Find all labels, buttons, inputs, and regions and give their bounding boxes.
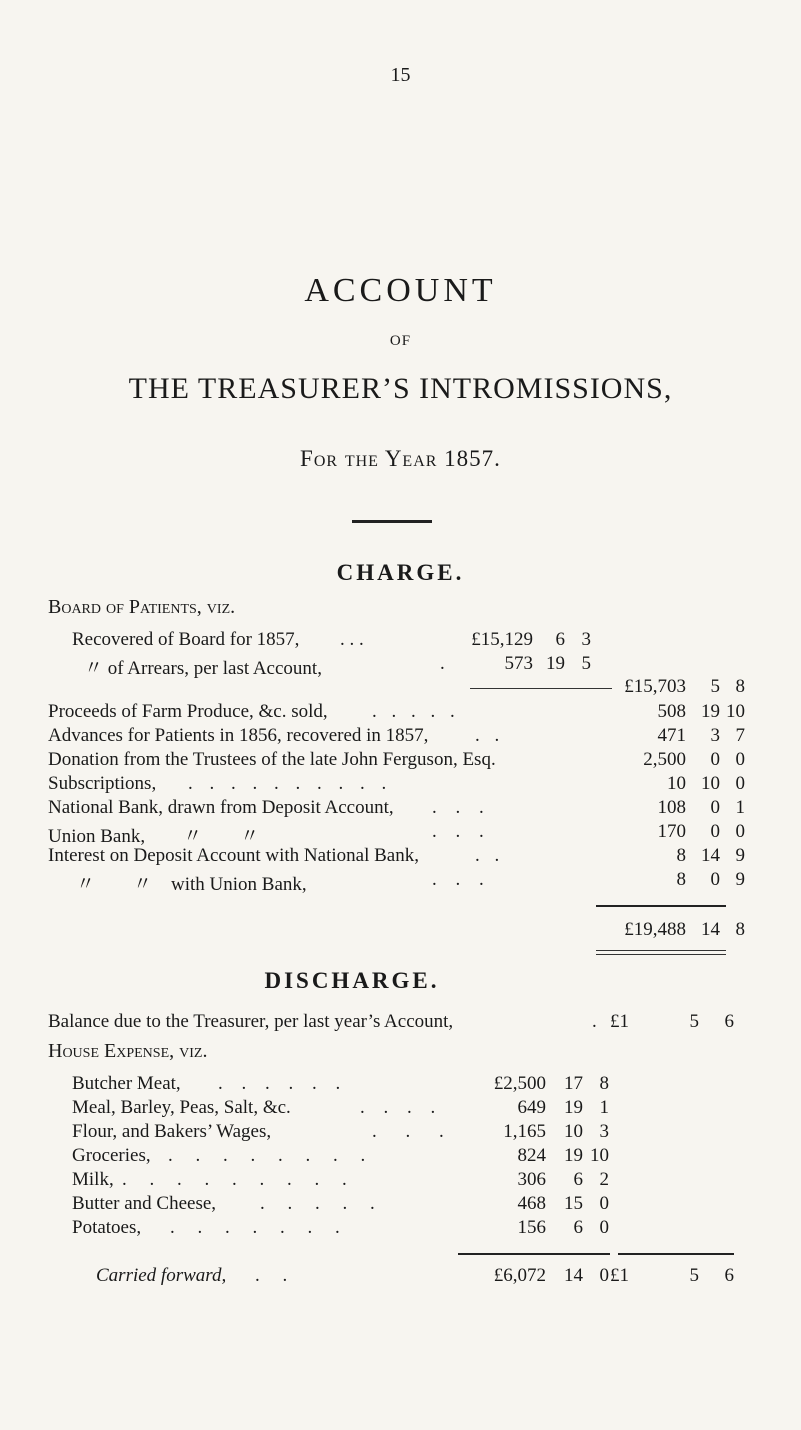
board-item-leaders: .	[440, 653, 445, 674]
charge-item-pounds: 471	[657, 725, 686, 746]
charge-item-shillings: 3	[710, 725, 720, 746]
charge-item-shillings: 0	[710, 821, 720, 842]
charge-total-rule	[596, 905, 726, 907]
expense-item-pence: 3	[599, 1121, 609, 1142]
charge-item-pence: 0	[735, 749, 745, 770]
expense-item-shillings: 17	[564, 1073, 583, 1094]
charge-total-pence: 8	[735, 919, 745, 940]
expense-item-pence: 10	[590, 1145, 609, 1166]
charge-item-pence: 9	[735, 845, 745, 866]
balance-leaders: .	[592, 1011, 597, 1032]
carried-forward-balance-shillings: 5	[689, 1265, 699, 1286]
charge-item-leaders: . . .	[432, 821, 491, 842]
charge-item-pounds: 108	[657, 797, 686, 818]
expense-item-label: Meal, Barley, Peas, Salt, &c.	[72, 1097, 291, 1118]
charge-item-pence: 9	[735, 869, 745, 890]
charge-item-label: Donation from the Trustees of the late John Ferguson, Esq.	[48, 749, 496, 770]
charge-item-leaders: . . .	[432, 797, 491, 818]
board-total-pence: 8	[735, 676, 745, 697]
expense-item-leaders: . . .	[372, 1121, 456, 1142]
charge-total-double-rule	[596, 950, 726, 951]
expense-item-pounds: 468	[517, 1193, 546, 1214]
charge-item-shillings: 10	[701, 773, 720, 794]
expense-item-shillings: 6	[573, 1217, 583, 1238]
carried-forward-shillings: 14	[564, 1265, 583, 1286]
discharge-heading: DISCHARGE.	[264, 968, 440, 993]
expense-item-leaders: . . . . . .	[218, 1073, 348, 1094]
expense-item-pence: 1	[599, 1097, 609, 1118]
expense-item-label: Flour, and Bakers’ Wages,	[72, 1121, 272, 1142]
charge-item-label: Union Bank, 〃 〃	[48, 826, 260, 847]
charge-item-label: Subscriptions,	[48, 773, 157, 794]
charge-item-label: Advances for Patients in 1856, recovered in 1857,	[48, 725, 429, 746]
expense-item-pence: 0	[599, 1193, 609, 1214]
expense-item-pence: 2	[599, 1169, 609, 1190]
charge-item-label: 〃 〃 with Union Bank,	[76, 874, 307, 895]
charge-item-pounds: 8	[676, 869, 686, 890]
carried-forward-leaders: . .	[255, 1265, 297, 1286]
board-item-shillings: 6	[555, 629, 565, 650]
charge-item-pence: 0	[735, 773, 745, 794]
charge-item-label: Proceeds of Farm Produce, &c. sold,	[48, 701, 328, 722]
carried-forward-pounds: £6,072	[493, 1265, 546, 1286]
carried-forward-balance-pence: 6	[724, 1265, 734, 1286]
board-item-shillings: 19	[546, 653, 565, 674]
balance-label: Balance due to the Treasurer, per last year’s Account,	[48, 1011, 454, 1032]
charge-item-leaders: . .	[475, 725, 505, 746]
charge-item-shillings: 0	[710, 749, 720, 770]
board-item-pence: 3	[581, 629, 591, 650]
board-heading: Board of Patients, viz.	[48, 596, 236, 618]
charge-item-pence: 7	[735, 725, 745, 746]
expense-item-pounds: 649	[517, 1097, 546, 1118]
charge-item-shillings: 19	[701, 701, 720, 722]
board-item-pounds: 573	[504, 653, 533, 674]
expense-item-leaders: . . . . . . . . .	[122, 1169, 356, 1190]
charge-item-label: National Bank, drawn from Deposit Account,	[48, 797, 394, 818]
board-item-label: Recovered of Board for 1857,	[72, 629, 300, 650]
board-subtotal-line	[470, 688, 612, 689]
charge-item-shillings: 14	[701, 845, 720, 866]
year-line: For the Year 1857.	[300, 446, 501, 471]
carried-forward-label: Carried forward,	[96, 1265, 227, 1286]
balance-shillings: 5	[689, 1011, 699, 1032]
expense-item-pounds: 156	[517, 1217, 546, 1238]
charge-item-pounds: 10	[667, 773, 686, 794]
charge-item-pounds: 8	[676, 845, 686, 866]
charge-item-pence: 0	[735, 821, 745, 842]
charge-item-pence: 1	[735, 797, 745, 818]
balance-pounds: £1	[610, 1011, 629, 1032]
title-divider	[352, 520, 432, 523]
expense-item-shillings: 10	[564, 1121, 583, 1142]
expense-item-label: Groceries,	[72, 1145, 151, 1166]
board-total-shillings: 5	[710, 676, 720, 697]
balance-carry-rule	[618, 1253, 734, 1255]
expense-item-shillings: 15	[564, 1193, 583, 1214]
board-item-pounds: £15,129	[471, 629, 533, 650]
expense-sum-rule	[458, 1253, 610, 1255]
board-item-pence: 5	[581, 653, 591, 674]
expense-item-pence: 8	[599, 1073, 609, 1094]
balance-pence: 6	[724, 1011, 734, 1032]
title-of: OF	[389, 333, 412, 349]
expense-item-pounds: £2,500	[493, 1073, 546, 1094]
charge-item-leaders: . .	[475, 845, 505, 866]
charge-total-pounds: £19,488	[624, 919, 686, 940]
charge-item-shillings: 0	[710, 797, 720, 818]
charge-item-pounds: 2,500	[643, 749, 686, 770]
expense-item-shillings: 19	[564, 1145, 583, 1166]
expense-item-label: Butcher Meat,	[72, 1073, 181, 1094]
board-item-leaders: . . .	[340, 629, 364, 650]
charge-item-leaders: . . . . . . . . . .	[188, 773, 393, 794]
charge-item-pounds: 508	[657, 701, 686, 722]
charge-item-label: Interest on Deposit Account with National Bank,	[48, 845, 419, 866]
expense-item-pounds: 306	[517, 1169, 546, 1190]
expense-item-pounds: 824	[517, 1145, 546, 1166]
expense-item-shillings: 6	[573, 1169, 583, 1190]
expense-item-leaders: . . . .	[360, 1097, 443, 1118]
carried-forward-pence: 0	[599, 1265, 609, 1286]
charge-item-pence: 10	[726, 701, 745, 722]
expense-item-pounds: 1,165	[503, 1121, 546, 1142]
expense-item-label: Butter and Cheese,	[72, 1193, 217, 1214]
charge-total-double-rule	[596, 954, 726, 955]
carried-forward-balance-pounds: £1	[610, 1265, 629, 1286]
charge-item-leaders: . . .	[432, 869, 491, 890]
page-subtitle: THE TREASURER’S INTROMISSIONS,	[128, 372, 673, 405]
expense-item-leaders: . . . . . . .	[170, 1217, 349, 1238]
expense-item-label: Potatoes,	[72, 1217, 142, 1238]
charge-item-leaders: . . . . .	[372, 701, 460, 722]
expense-item-leaders: . . . . .	[260, 1193, 384, 1214]
board-total-pounds: £15,703	[624, 676, 686, 697]
page-title: ACCOUNT	[304, 272, 497, 309]
expense-item-label: Milk,	[72, 1169, 114, 1190]
expense-item-shillings: 19	[564, 1097, 583, 1118]
expense-item-pence: 0	[599, 1217, 609, 1238]
board-item-label: 〃 of Arrears, per last Account,	[84, 658, 322, 679]
charge-heading: CHARGE.	[336, 560, 465, 585]
expense-item-leaders: . . . . . . . .	[168, 1145, 375, 1166]
charge-item-pounds: 170	[657, 821, 686, 842]
house-expense-heading: House Expense, viz.	[48, 1040, 208, 1062]
page-number: 15	[390, 64, 411, 86]
charge-item-shillings: 0	[710, 869, 720, 890]
charge-total-shillings: 14	[701, 919, 720, 940]
